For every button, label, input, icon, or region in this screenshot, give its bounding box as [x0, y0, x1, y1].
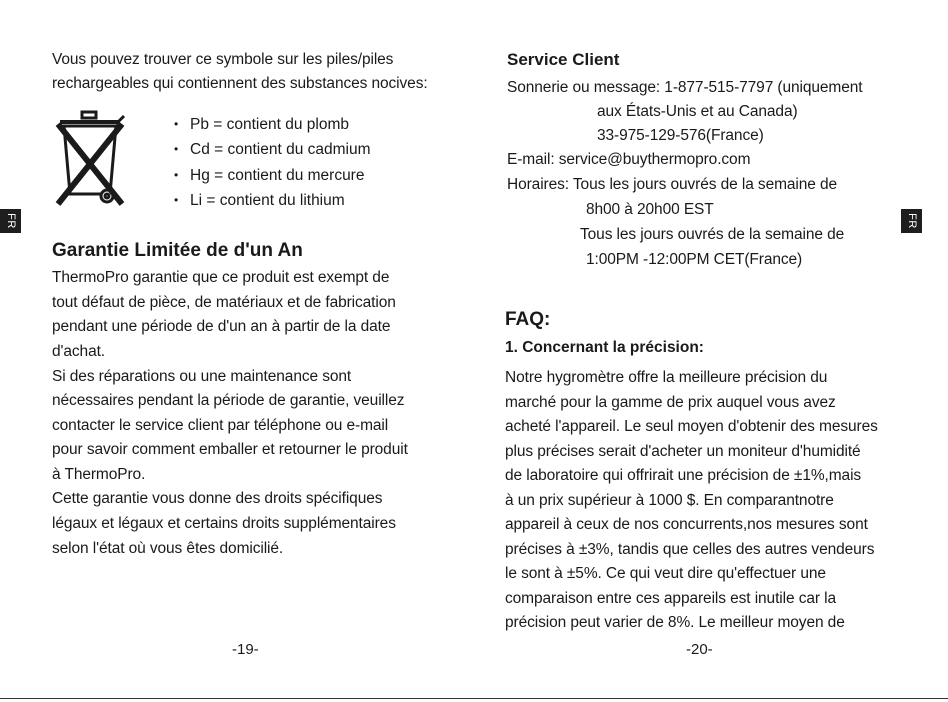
faq-line: acheté l'appareil. Le seul moyen d'obtenir des mesures: [505, 418, 878, 435]
language-tab-left: [0, 209, 21, 233]
faq-line: plus précises serait d'acheter un moniteur d'humidité: [505, 443, 861, 460]
faq-line: Notre hygromètre offre la meilleure précision du: [505, 369, 828, 386]
service-line: Sonnerie ou message: 1-877-515-7797 (uniquement: [507, 79, 863, 96]
right-page: [474, 0, 948, 702]
faq-question-1: 1. Concernant la précision:: [505, 339, 704, 356]
faq-line: marché pour la gamme de prix auquel vous avez: [505, 394, 836, 411]
service-line: Tous les jours ouvrés de la semaine de: [580, 226, 845, 243]
crossed-out-wheelie-bin-icon: [54, 110, 130, 206]
faq-line: de laboratoire qui offrirait une précision de ±1%,mais: [505, 467, 862, 484]
faq-line: comparaison entre ces appareils est inutile car la: [505, 590, 837, 607]
warranty-heading: Garantie Limitée de d'un An: [52, 240, 303, 261]
list-item: • Pb = contient du plomb: [174, 112, 371, 137]
service-email-line: E-mail: service@buythermopro.com: [507, 151, 751, 168]
warranty-line: d'achat.: [52, 343, 106, 360]
warranty-line: nécessaires pendant la période de garantie, veuillez: [52, 392, 405, 409]
warranty-line: pour savoir comment emballer et retourner le produit: [52, 441, 408, 458]
battery-intro-line-2: rechargeables qui contiennent des substances nocives:: [52, 75, 428, 92]
faq-line: le sont à ±5%. Ce qui veut dire qu'effectuer une: [505, 565, 826, 582]
service-line: Horaires: Tous les jours ouvrés de la semaine de: [507, 176, 838, 193]
service-line: aux États-Unis et au Canada): [597, 103, 798, 120]
warranty-line: contacter le service client par téléphone ou e-mail: [52, 417, 389, 434]
warranty-line: pendant une période de d'un an à partir de la date: [52, 318, 391, 335]
list-item: • Li = contient du lithium: [174, 188, 371, 213]
service-line: 33-975-129-576(France): [597, 127, 764, 144]
battery-intro-line-1: Vous pouvez trouver ce symbole sur les piles/piles: [52, 51, 394, 68]
service-heading: Service Client: [507, 50, 620, 69]
language-tab-label: FR: [905, 213, 918, 229]
warranty-line: selon l'état où vous êtes domicilié.: [52, 540, 284, 557]
warranty-line: légaux et légaux et certains droits supplémentaires: [52, 515, 396, 532]
service-line: 1:00PM -12:00PM CET(France): [586, 251, 803, 268]
faq-line: précises à ±3%, tandis que celles des autres vendeurs: [505, 541, 875, 558]
warranty-line: Si des réparations ou une maintenance sont: [52, 368, 352, 385]
warranty-line: Cette garantie vous donne des droits spécifiques: [52, 490, 383, 507]
faq-line: à un prix supérieur à 1000 $. En comparantnotre: [505, 492, 834, 509]
warranty-line: tout défaut de pièce, de matériaux et de fabrication: [52, 294, 396, 311]
page-number-left: -19-: [232, 641, 259, 658]
faq-heading: FAQ:: [505, 309, 551, 330]
faq-line: précision peut varier de 8%. Le meilleur moyen de: [505, 614, 845, 631]
warranty-line: ThermoPro garantie que ce produit est exempt de: [52, 269, 390, 286]
service-line: 8h00 à 20h00 EST: [586, 201, 714, 218]
warranty-line: à ThermoPro.: [52, 466, 146, 483]
battery-substance-list: [174, 112, 371, 214]
bottom-divider: [0, 698, 948, 699]
language-tab-label: FR: [4, 213, 17, 229]
page-number-right: -20-: [686, 641, 713, 658]
list-item: • Hg = contient du mercure: [174, 163, 371, 188]
faq-line: appareil à ceux de nos concurrents,nos mesures sont: [505, 516, 868, 533]
language-tab-right: [901, 209, 922, 233]
list-item: • Cd = contient du cadmium: [174, 137, 371, 162]
